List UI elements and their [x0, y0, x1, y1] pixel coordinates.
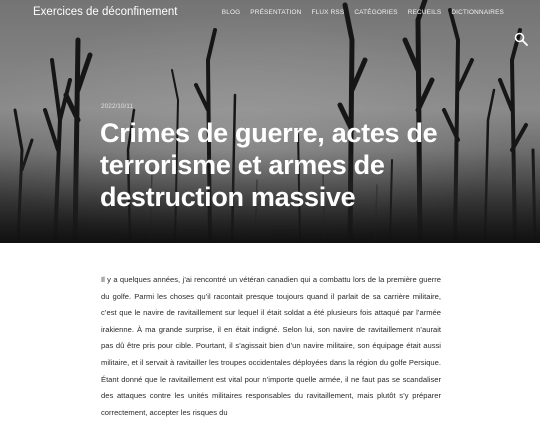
nav-item-blog[interactable]: BLOG: [221, 9, 241, 16]
post-title: Crimes de guerre, actes de terrorisme et armes de destruction massive: [100, 118, 438, 212]
nav-item-collections[interactable]: RECUEILS: [407, 9, 442, 16]
site-title[interactable]: Exercices de déconfinement: [33, 6, 178, 18]
search-icon[interactable]: [514, 32, 528, 46]
nav-item-categories[interactable]: CATÉGORIES: [354, 9, 398, 16]
post-date: 2022/10/11: [101, 103, 134, 110]
nav-item-dictionaries[interactable]: DICTIONNAIRES: [451, 9, 504, 16]
article-body: Il y a quelques années, j’ai rencontré un vétéran canadien qui a combattu lors de la première guerre du golfe. Parmi les choses qu’il racontait presque toujours quand il parlait de sa carrière militaire, c’est que le navire de ravitaillement sur lequel il était soldat a été plusieurs fois attaqué par l’armée irakienne. À ma grande surprise, il en était indigné. Selon lui, son navire de ravitaillement n’aurait pas dû être pris pour cible. Pourtant, il s’agissait bien d’un navire militaire, son équipage était aussi militaire, et il servait à ravitailler les troupes occidentales déployées dans la région du golfe Persique. Étant donné que le ravitaillement est vital pour n’importe quelle armée, il ne faut pas se scandaliser des attaques contre les unités militaires responsables du ravitaillement, mais plutôt s’y préparer correctement, accepter les risques du: [101, 275, 441, 417]
nav-item-rss-feed[interactable]: FLUX RSS: [311, 9, 345, 16]
nav-item-presentation[interactable]: PRÉSENTATION: [250, 9, 302, 16]
main-navigation: [212, 9, 504, 16]
